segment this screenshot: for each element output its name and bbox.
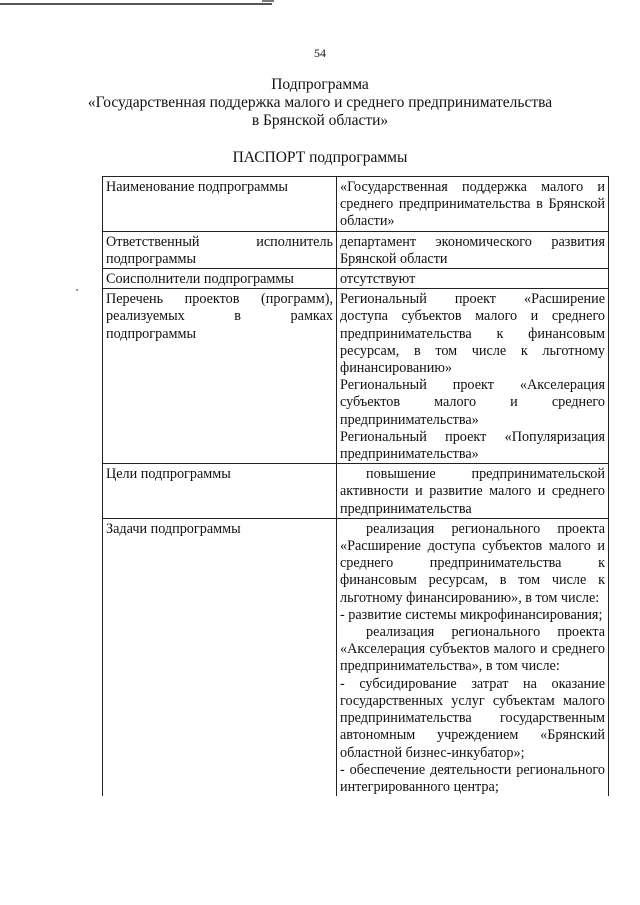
table-row [103,464,609,519]
value-paragraph: - обеспечение деятельности регионального интегрированного центра; [340,761,605,795]
row-label: Наименование подпрограммы [103,177,337,232]
row-label: Ответственный исполнитель подпрограммы [103,231,337,268]
row-value [337,518,609,796]
subprogram-title [60,76,580,130]
row-label: Задачи подпрограммы [103,518,337,796]
value-paragraph: Региональный проект «Расширение доступа субъектов малого и среднего предпринимательства к финансовым ресурсам, в том числе к льготному финансированию» [340,291,605,377]
value-paragraph: Региональный проект «Популяризация предпринимательства» [340,428,605,463]
page-number: 54 [314,46,326,60]
table-row [103,518,609,796]
table-row [103,177,609,232]
value-paragraph: «Государственная поддержка малого и среднего предпринимательства в Брянской области» [340,179,605,230]
scan-speck [76,289,78,291]
passport-table [102,176,609,796]
passport-title: ПАСПОРТ подпрограммы [232,149,408,166]
value-paragraph: реализация регионального проекта «Расширение доступа субъектов малого и среднего предпринимательства к финансовым ресурсам, в том числе к льготному финансированию», в том числе: [340,520,605,606]
subprogram-title-line2: «Государственная поддержка малого и среднего предпринимательства [87,94,553,111]
value-paragraph: Региональный проект «Акселерация субъектов малого и среднего предпринимательства» [340,377,605,428]
scan-edge-tick [262,0,274,2]
value-paragraph: повышение предпринимательской активности и развитие малого и среднего предпринимательства [340,466,605,517]
subprogram-title-line1: Подпрограмма [271,76,369,93]
row-label: Цели подпрограммы [103,464,337,519]
row-value [337,231,609,268]
value-paragraph: - развитие системы микрофинансирования; [340,606,603,623]
table-row [103,269,609,289]
value-paragraph: отсутствуют [340,271,416,288]
row-label: Соисполнители подпрограммы [103,269,337,289]
value-paragraph: департамент экономического развития Брянской области [340,233,605,267]
value-paragraph: - субсидирование затрат на оказание государственных услуг субъектам малого предпринимательства государственным автономным учреждением «Брянский областной бизнес-инкубатор»; [340,675,605,761]
table-row [103,289,609,464]
row-value [337,464,609,519]
row-value [337,289,609,464]
subprogram-title-line3: в Брянской области» [251,112,389,129]
row-label: Перечень проектов (программ), реализуемых в рамках подпрограммы [103,289,337,464]
row-value [337,177,609,232]
scan-edge-line [0,3,272,5]
row-value [337,269,609,289]
table-row [103,231,609,268]
value-paragraph: реализация регионального проекта «Акселерация субъектов малого и среднего предпринимательства», в том числе: [340,624,605,675]
